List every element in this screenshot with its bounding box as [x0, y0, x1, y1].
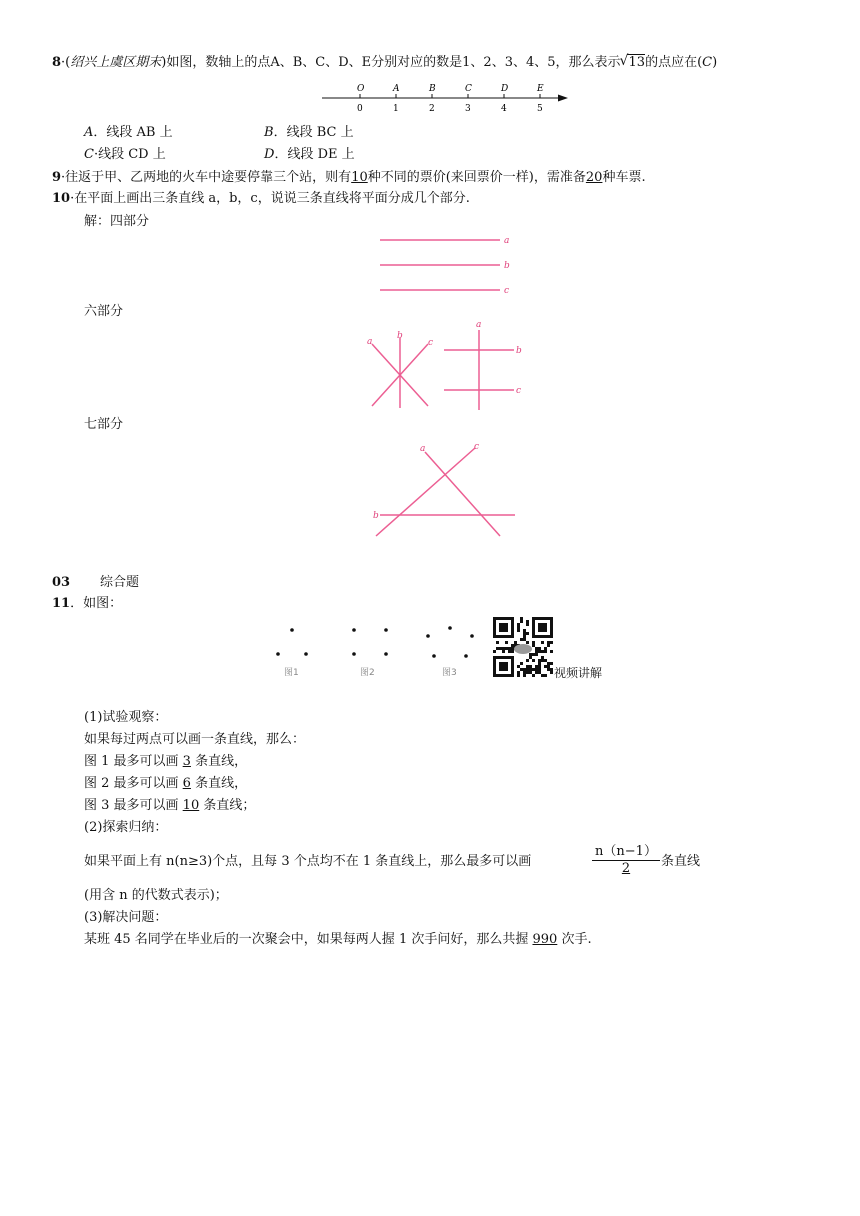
q10-solution-four: 解：四部分	[84, 214, 150, 229]
label-c: c	[504, 286, 510, 296]
q11-part2-post: 条直线	[661, 854, 701, 869]
q8-answer: C	[702, 55, 713, 70]
qr-caption: 视频讲解	[554, 666, 603, 680]
number-line	[318, 82, 578, 116]
q10-line: 10·在平面上画出三条直线 a，b，c，说说三条直线将平面分成几个部分.	[52, 191, 470, 206]
label-a: a	[504, 236, 510, 246]
q11-part2-text: 如果平面上有 n(n≥3)个点，且每 3 个点均不在 1 条直线上，那么最多可以画	[84, 854, 532, 869]
q9-number: 9	[52, 170, 62, 185]
answer-fig2: 6	[182, 776, 191, 791]
label-c: c	[428, 338, 434, 348]
fig3-dots	[426, 626, 474, 658]
section-title: 综合题	[100, 575, 140, 590]
formula-fraction	[592, 844, 660, 877]
point-label-E: E	[537, 84, 544, 94]
label-b: b	[397, 331, 403, 341]
q9-answer-1: 10	[351, 170, 368, 185]
label-b: b	[516, 346, 522, 356]
fig1-dots	[276, 628, 308, 656]
q11-part3-text: 某班 45 名同学在毕业后的一次聚会中，如果每两人握 1 次手问好，那么共握 990 次手.	[84, 932, 592, 947]
number-label-4: 4	[501, 104, 507, 114]
figure-parallel-lines	[376, 228, 536, 298]
option-d[interactable]: D．线段 DE 上	[264, 147, 355, 162]
label-b: b	[504, 261, 510, 271]
answer-fig3: 10	[182, 798, 200, 813]
q11-part2-note: (用含 n 的代数式表示)；	[84, 888, 228, 903]
q11-part2-title: (2)探索归纳：	[84, 820, 168, 835]
label-a: a	[476, 320, 482, 330]
q11-fig2-line: 图 2 最多可以画 6 条直线，	[84, 776, 248, 791]
label-c: c	[474, 442, 480, 452]
q8-line: 8·(绍兴上虞区期末)如图，数轴上的点A、B、C、D、E分别对应的数是1、2、3、4、5，那么表示 √ 13的点应在(C)	[52, 53, 718, 70]
q11-fig1-line: 图 1 最多可以画 3 条直线，	[84, 754, 248, 769]
label-c: c	[516, 386, 522, 396]
option-c[interactable]: C·线段 CD 上	[84, 147, 166, 162]
q9-line: 9·往返于甲、乙两地的火车中途要停靠三个站，则有10种不同的票价(来回票价一样)，需准备20种车票.	[52, 170, 646, 185]
number-label-5: 5	[537, 104, 543, 114]
fraction-numerator: n（n−1）	[592, 844, 660, 861]
figure-concurrent-lines	[366, 330, 436, 410]
q11-number: 11	[52, 596, 71, 611]
q11-part1-title: (1)试验观察：	[84, 710, 168, 725]
section-number: 03	[52, 575, 71, 590]
option-a[interactable]: A．线段 AB 上	[84, 125, 173, 140]
point-label-B: B	[429, 84, 436, 94]
point-label-O: O	[357, 84, 365, 94]
q11-part3-title: (3)解决问题：	[84, 910, 168, 925]
q8-source: 绍兴上虞区期末	[70, 55, 162, 70]
q11-part1-intro: 如果每过两点可以画一条直线，那么：	[84, 732, 306, 747]
number-label-3: 3	[465, 104, 471, 114]
fraction-denominator: 2	[621, 861, 631, 876]
figure-dots	[270, 622, 490, 682]
q9-answer-2: 20	[585, 170, 603, 185]
label-a: a	[420, 444, 426, 454]
qr-code-icon[interactable]	[492, 616, 554, 678]
q11-line: 11．如图：	[52, 596, 123, 611]
q8-number: 8	[52, 55, 62, 70]
fig1-caption: 图1	[284, 668, 299, 678]
number-label-0: 0	[357, 104, 363, 114]
q10-seven-parts: 七部分	[84, 417, 124, 432]
option-b[interactable]: B．线段 BC 上	[264, 125, 354, 140]
q11-fig3-line: 图 3 最多可以画 10 条直线；	[84, 798, 256, 813]
point-label-C: C	[465, 84, 472, 94]
number-label-2: 2	[429, 104, 435, 114]
answer-handshakes: 990	[532, 932, 558, 947]
point-label-D: D	[501, 84, 509, 94]
number-label-1: 1	[393, 104, 399, 114]
label-a: a	[367, 337, 373, 347]
figure-two-parallel-one-transversal	[440, 318, 530, 408]
sqrt-expression: √ 13	[619, 53, 646, 70]
point-label-A: A	[393, 84, 400, 94]
q10-number: 10	[52, 191, 71, 206]
answer-fig1: 3	[182, 754, 191, 769]
figure-triangle-lines	[370, 440, 520, 540]
fig3-caption: 图3	[442, 668, 457, 678]
fig2-caption: 图2	[360, 668, 375, 678]
q10-six-parts: 六部分	[84, 304, 124, 319]
fig2-dots	[352, 628, 388, 656]
label-b: b	[373, 511, 379, 521]
